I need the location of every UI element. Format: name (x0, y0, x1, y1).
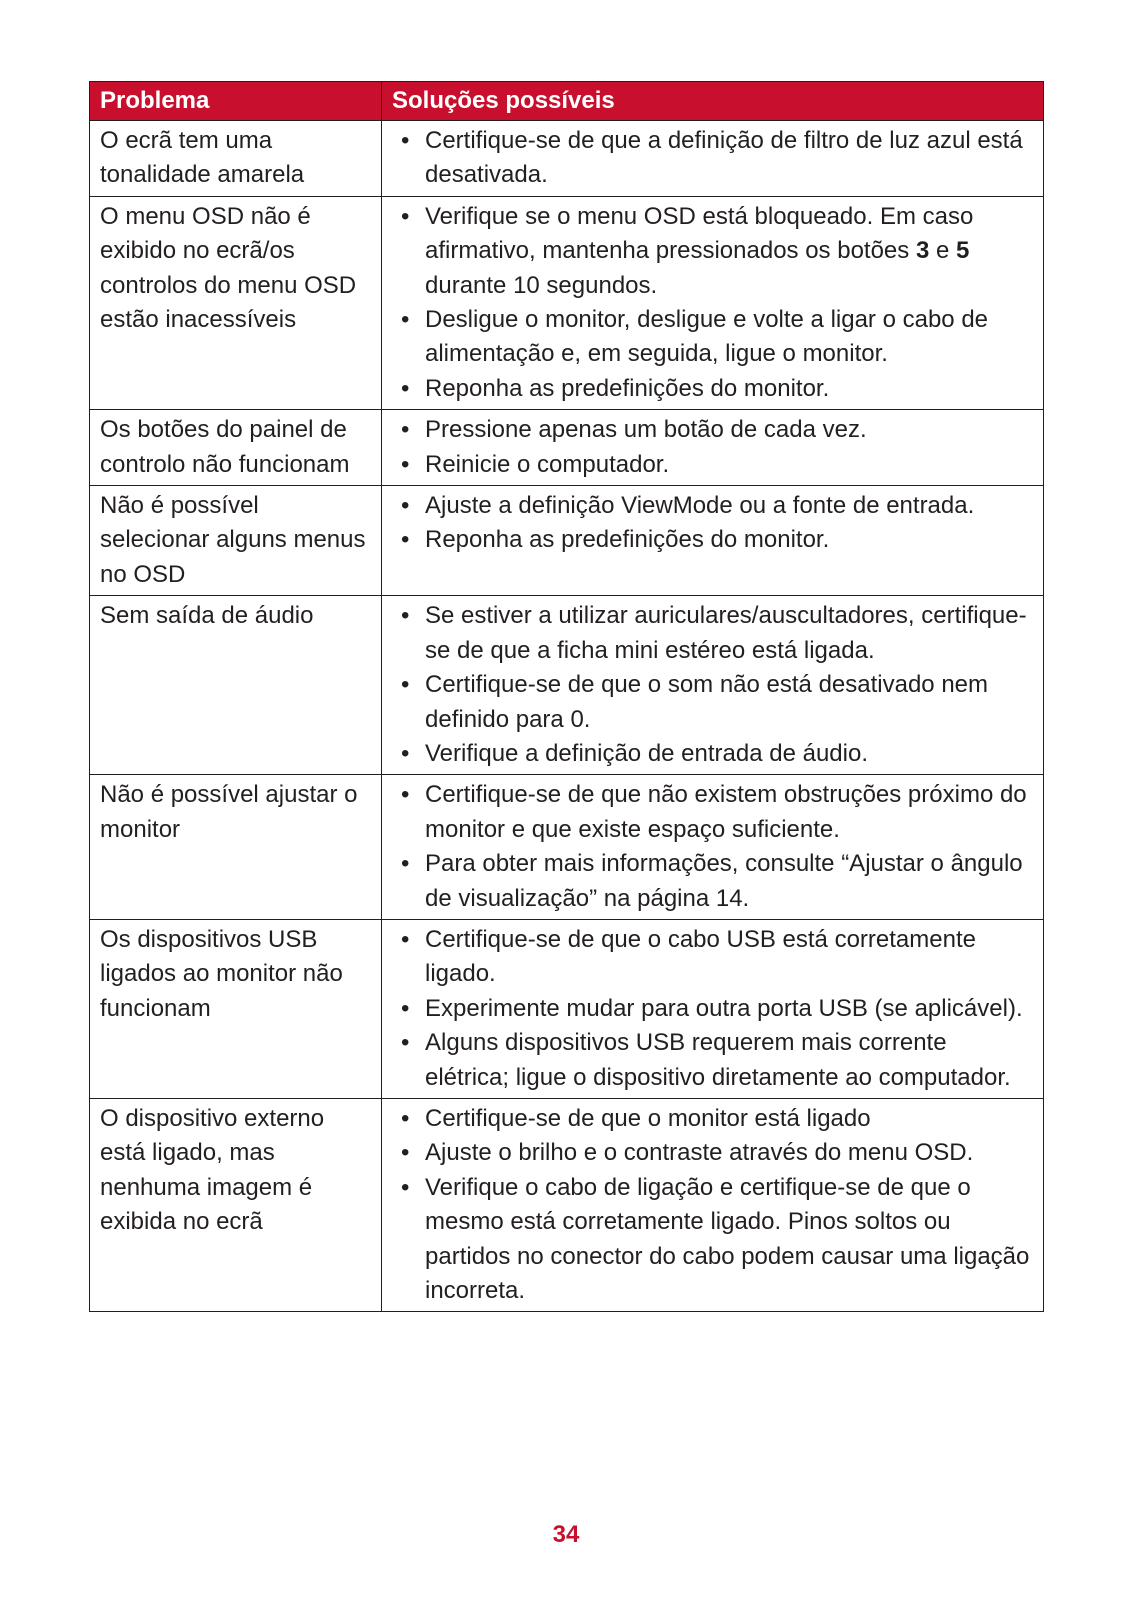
header-solutions: Soluções possíveis (382, 82, 1044, 121)
problem-cell: O menu OSD não é exibido no ecrã/os controlos do menu OSD estão inacessíveis (90, 196, 382, 409)
solutions-list (394, 1102, 1037, 1308)
problem-cell: Os dispositivos USB ligados ao monitor não funcionam (90, 919, 382, 1098)
solution-item: • Experimente mudar para outra porta USB (se aplicável). (394, 992, 1037, 1026)
problem-cell: Sem saída de áudio (90, 596, 382, 775)
table-row (90, 596, 1044, 775)
solution-item: • Certifique-se de que não existem obstruções próximo do monitor e que existe espaço suficiente. (394, 778, 1037, 847)
solutions-cell (382, 596, 1044, 775)
button-number: 5 (956, 237, 970, 265)
problem-cell: Os botões do painel de controlo não funcionam (90, 410, 382, 486)
solution-item: • Certifique-se de que o monitor está ligado (394, 1102, 1037, 1136)
solutions-cell (382, 410, 1044, 486)
solution-item: • Certifique-se de que o som não está desativado nem definido para 0. (394, 668, 1037, 737)
troubleshooting-table (89, 81, 1044, 1312)
solution-item: • Verifique se o menu OSD está bloqueado. Em caso afirmativo, mantenha pressionados os botões 3 e 5 durante 10 segundos. (394, 200, 1037, 303)
solution-item: • Verifique a definição de entrada de áudio. (394, 737, 1037, 771)
table-row (90, 486, 1044, 596)
solution-item: • Verifique o cabo de ligação e certifique-se de que o mesmo está corretamente ligado. Pinos soltos ou partidos no conector do cabo podem causar uma ligação incorreta. (394, 1171, 1037, 1309)
table-row (90, 1098, 1044, 1311)
solutions-cell (382, 121, 1044, 197)
solutions-list (394, 124, 1037, 193)
solution-item: • Desligue o monitor, desligue e volte a ligar o cabo de alimentação e, em seguida, ligue o monitor. (394, 303, 1037, 372)
solution-item: • Certifique-se de que a definição de filtro de luz azul está desativada. (394, 124, 1037, 193)
header-problem: Problema (90, 82, 382, 121)
table-row (90, 775, 1044, 920)
solutions-cell (382, 486, 1044, 596)
solutions-list (394, 200, 1037, 406)
solution-item: • Certifique-se de que o cabo USB está corretamente ligado. (394, 923, 1037, 992)
problem-cell: O dispositivo externo está ligado, mas nenhuma imagem é exibida no ecrã (90, 1098, 382, 1311)
table-header-row (90, 82, 1044, 121)
solutions-list (394, 778, 1037, 916)
solution-item: • Alguns dispositivos USB requerem mais corrente elétrica; ligue o dispositivo diretamente ao computador. (394, 1026, 1037, 1095)
problem-cell: Não é possível ajustar o monitor (90, 775, 382, 920)
solutions-cell (382, 775, 1044, 920)
button-number: 3 (915, 237, 930, 265)
table-row (90, 410, 1044, 486)
solution-item: • Para obter mais informações, consulte “Ajustar o ângulo de visualização” na página 14. (394, 847, 1037, 916)
problem-cell: Não é possível selecionar alguns menus no OSD (90, 486, 382, 596)
table-row (90, 919, 1044, 1098)
solution-item: • Reponha as predefinições do monitor. (394, 523, 1037, 557)
solution-item: • Ajuste a definição ViewMode ou a fonte de entrada. (394, 489, 1037, 523)
solutions-cell (382, 196, 1044, 409)
page-number: 34 (552, 1521, 580, 1548)
solution-item: • Ajuste o brilho e o contraste através do menu OSD. (394, 1136, 1037, 1170)
solution-item: • Reponha as predefinições do monitor. (394, 372, 1037, 406)
solution-item: • Pressione apenas um botão de cada vez. (394, 413, 1037, 447)
solutions-cell (382, 1098, 1044, 1311)
solutions-list (394, 599, 1037, 771)
troubleshooting-table-wrapper (89, 81, 1043, 1312)
solution-item: • Reinicie o computador. (394, 448, 1037, 482)
solutions-list (394, 489, 1037, 558)
table-row (90, 121, 1044, 197)
problem-cell: O ecrã tem uma tonalidade amarela (90, 121, 382, 197)
solution-item: • Se estiver a utilizar auriculares/auscultadores, certifique-se de que a ficha mini estéreo está ligada. (394, 599, 1037, 668)
table-row (90, 196, 1044, 409)
solutions-list (394, 923, 1037, 1095)
solutions-cell (382, 919, 1044, 1098)
solutions-list (394, 413, 1037, 482)
